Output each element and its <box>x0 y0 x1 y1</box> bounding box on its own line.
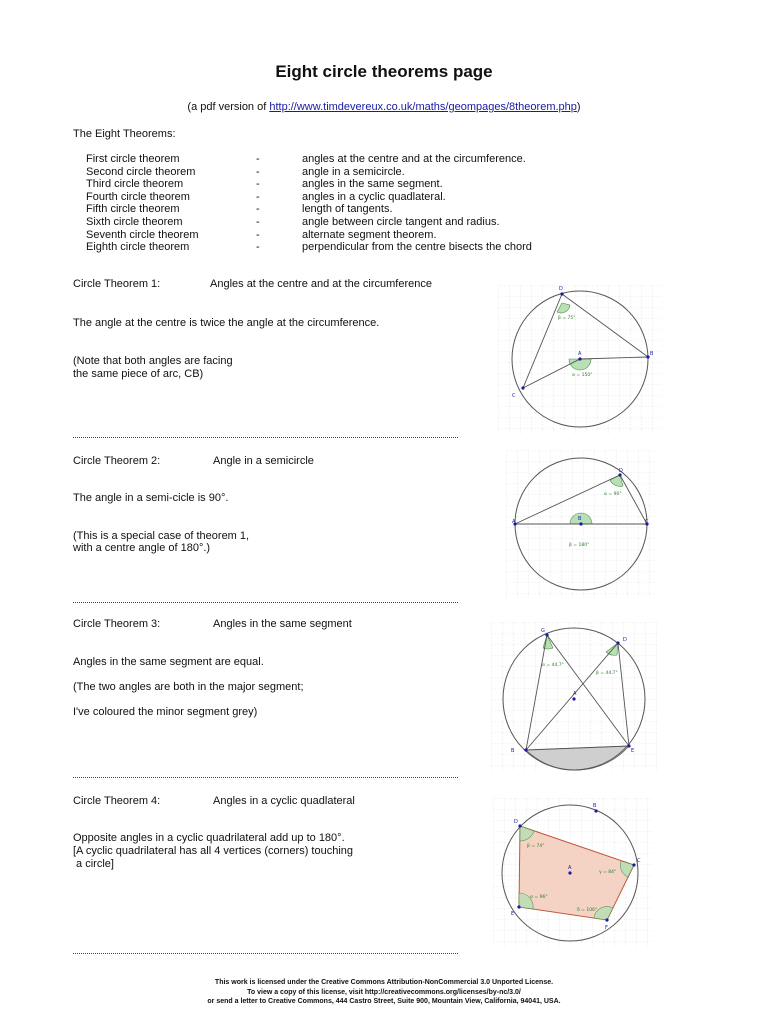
angle-label: α = 96° <box>530 895 548 900</box>
theorem-desc: angles at the centre and at the circumference. <box>302 153 526 165</box>
angle-label: α = 90° <box>604 492 622 497</box>
label-a: A <box>578 351 582 357</box>
section-heading <box>73 278 473 291</box>
body-line: I've coloured the minor segment grey) <box>73 705 258 718</box>
body-line: (The two angles are both in the major segment; <box>73 680 304 693</box>
theorem-2-section <box>73 455 473 555</box>
point-b <box>524 748 527 751</box>
label-c: C <box>645 519 649 525</box>
theorem-1-figure <box>498 285 662 433</box>
label-a: A <box>568 865 572 871</box>
theorem-dash: - <box>256 241 260 254</box>
point-g <box>545 633 548 636</box>
subtitle-suffix: ) <box>576 101 581 113</box>
body-line: the same piece of arc, CB) <box>73 368 204 381</box>
theorem-dash: - <box>256 203 260 216</box>
theorem-dash: - <box>256 215 260 228</box>
body-line: a circle] <box>73 857 114 870</box>
point-d <box>518 824 521 827</box>
label-c: C <box>512 393 516 399</box>
section-title: Angles in the same segment <box>213 618 352 630</box>
point-b <box>579 522 582 525</box>
section-separator <box>73 437 458 438</box>
theorem-row <box>86 153 606 166</box>
section-title: Angle in a semicircle <box>213 455 314 467</box>
theorem-row <box>86 216 606 229</box>
source-link[interactable]: http://www.timdevereux.co.uk/maths/geompages/8theorem.php <box>269 101 577 113</box>
theorem-name: Seventh circle theorem <box>86 228 199 241</box>
theorem-row <box>86 241 606 254</box>
section-number: Circle Theorem 1: <box>73 278 161 290</box>
theorem-name: Eighth circle theorem <box>86 241 190 254</box>
theorem-list <box>86 153 606 254</box>
theorem-dash: - <box>256 153 260 165</box>
point-f <box>605 918 608 921</box>
license-line: This work is licensed under the Creative Commons Attribution-NonCommercial 3.0 Unported License. <box>214 979 554 986</box>
label-a: A <box>573 691 577 697</box>
theorem-dash: - <box>256 165 260 178</box>
point-d <box>560 292 563 295</box>
body-line <box>73 343 379 356</box>
theorem-desc: length of tangents. <box>302 203 393 216</box>
body-line: Angles in the same segment are equal. <box>73 656 264 668</box>
theorem-2-figure <box>506 450 656 598</box>
point-e <box>517 905 520 908</box>
theorem-dash: - <box>256 228 260 241</box>
theorem-row <box>86 166 606 179</box>
theorem-4-section <box>73 795 473 870</box>
point-c <box>632 863 635 866</box>
label-f: F <box>605 925 608 931</box>
label-d: D <box>623 637 627 643</box>
label-e: E <box>511 911 515 917</box>
angle-label: α = 44.7° <box>542 663 564 668</box>
theorems-intro: The Eight Theorems: <box>73 128 176 140</box>
theorem-row <box>86 229 606 242</box>
theorem-name: Fourth circle theorem <box>86 190 190 203</box>
body-line: (This is a special case of theorem 1, <box>73 529 250 542</box>
section-number: Circle Theorem 2: <box>73 455 161 467</box>
theorem-4-figure <box>493 798 653 948</box>
theorem-desc: angles in a cyclic quadlateral. <box>302 190 446 203</box>
section-body <box>73 317 379 381</box>
angle-label: β = 74° <box>527 844 545 849</box>
theorem-3-figure <box>491 622 657 772</box>
label-b: B <box>650 351 654 357</box>
label-d: D <box>514 819 518 825</box>
body-line: [A cyclic quadrilateral has all 4 vertices (corners) touching <box>73 844 354 857</box>
theorem-name: Third circle theorem <box>86 178 184 191</box>
point-b <box>594 809 597 812</box>
theorem-row <box>86 203 606 216</box>
theorem-row <box>86 191 606 204</box>
subtitle <box>0 101 768 113</box>
theorem-3-section <box>73 618 473 718</box>
theorem-dash: - <box>256 190 260 203</box>
theorem-desc: alternate segment theorem. <box>302 228 437 241</box>
label-b: B <box>593 803 597 809</box>
body-line <box>73 505 249 518</box>
point-a <box>572 697 575 700</box>
angle-label: β = 75° <box>558 316 576 321</box>
section-separator <box>73 777 458 778</box>
angle-label: γ = 84° <box>599 870 617 875</box>
theorem-desc: angle between circle tangent and radius. <box>302 215 500 228</box>
body-line <box>73 330 379 343</box>
angle-label: δ = 106° <box>577 908 598 913</box>
section-separator <box>73 953 458 954</box>
label-e: E <box>631 748 635 754</box>
label-d: D <box>619 468 623 474</box>
section-title: Angles in a cyclic quadlateral <box>213 795 355 807</box>
section-body <box>73 492 249 555</box>
theorem-desc: angle in a semicircle. <box>302 165 405 178</box>
label-d: D <box>559 286 563 292</box>
point-c <box>521 386 524 389</box>
license-line: or send a letter to Creative Commons, 444 Castro Street, Suite 900, Mountain View, California, 94041, USA. <box>207 998 561 1005</box>
section-body <box>73 656 304 718</box>
body-line <box>73 694 304 706</box>
theorem-row <box>86 178 606 191</box>
point-d <box>616 641 619 644</box>
body-line: (Note that both angles are facing <box>73 355 233 368</box>
angle-label: β = 180° <box>569 543 590 548</box>
theorem-1-section <box>73 278 473 381</box>
label-c: C <box>637 858 641 864</box>
body-line: The angle at the centre is twice the angle at the circumference. <box>73 317 380 329</box>
license-footer <box>0 978 768 1007</box>
page-title: Eight circle theorems page <box>275 62 493 81</box>
section-heading <box>73 618 473 631</box>
theorem-name: Second circle theorem <box>86 165 196 178</box>
theorem-name: First circle theorem <box>86 153 180 165</box>
section-title: Angles at the centre and at the circumference <box>210 278 432 290</box>
point-a <box>578 357 581 360</box>
license-line: To view a copy of this license, visit http://creativecommons.org/licenses/by-nc/3.0/ <box>247 988 521 996</box>
angle-label: β = 44.7° <box>596 671 618 676</box>
subtitle-prefix: (a pdf version of <box>187 101 270 113</box>
section-number: Circle Theorem 4: <box>73 795 161 807</box>
label-b: B <box>578 516 582 522</box>
label-g: G <box>541 628 545 634</box>
label-a: A <box>512 519 516 525</box>
body-line: Opposite angles in a cyclic quadrilateral add up to 180°. <box>73 832 345 844</box>
body-line <box>73 669 304 681</box>
point-a <box>568 871 571 874</box>
label-b: B <box>511 748 515 754</box>
theorem-name: Fifth circle theorem <box>86 203 180 216</box>
theorem-desc: perpendicular from the centre bisects the chord <box>302 241 532 254</box>
theorem-desc: angles in the same segment. <box>302 178 443 191</box>
section-heading <box>73 455 473 468</box>
body-line: with a centre angle of 180°.) <box>73 542 211 555</box>
section-number: Circle Theorem 3: <box>73 618 161 630</box>
theorem-name: Sixth circle theorem <box>86 215 183 228</box>
section-separator <box>73 602 458 603</box>
section-body <box>73 832 353 870</box>
section-heading <box>73 795 473 808</box>
angle-label: α = 150° <box>572 373 593 378</box>
body-line: The angle in a semi-cicle is 90°. <box>73 492 229 504</box>
theorem-dash: - <box>256 178 260 191</box>
